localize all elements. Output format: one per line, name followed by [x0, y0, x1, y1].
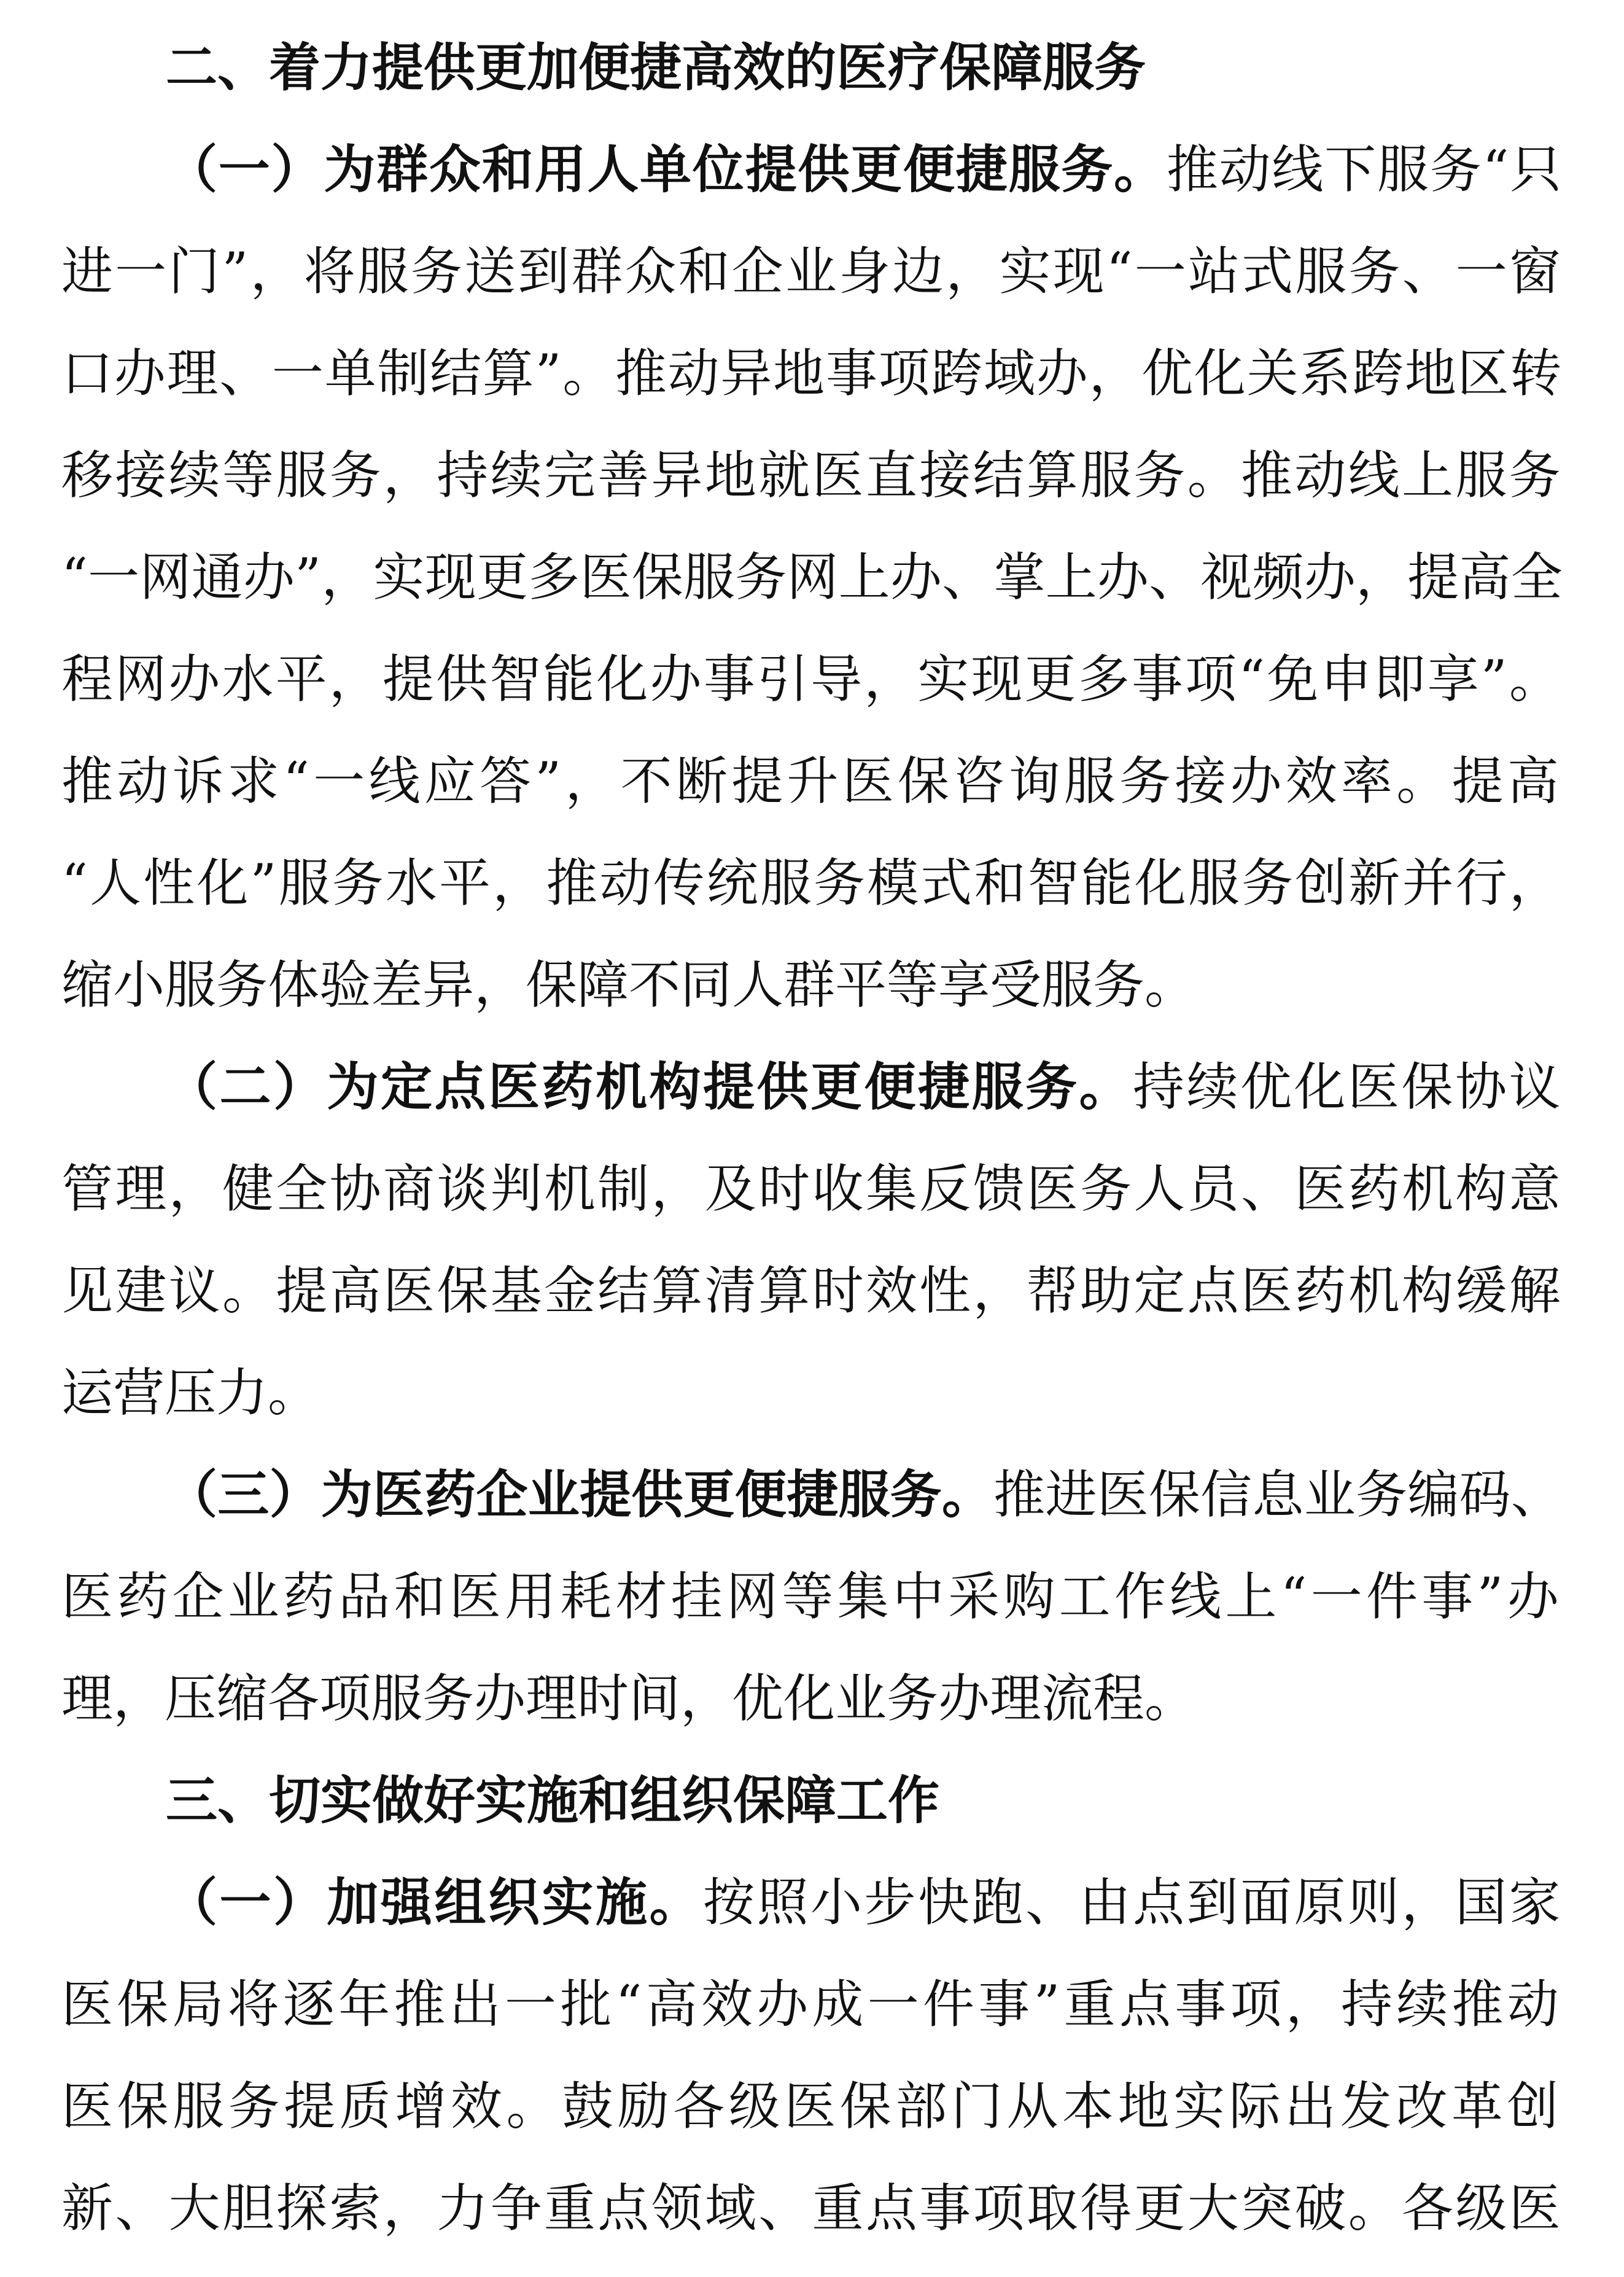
paragraph-line [0, 1853, 1624, 1952]
paragraph-line [0, 1649, 1624, 1748]
section-heading-2 [0, 18, 1624, 117]
line-1-bold: （一）为群众和用人单位提供更便捷服务。 [166, 139, 1167, 200]
line-19: 医保局将逐年推出一批“高效办成一件事”重点事项，持续推动 [61, 1974, 1563, 2034]
paragraph-line [0, 1955, 1624, 2053]
paragraph-line [0, 732, 1624, 830]
paragraph-line [0, 324, 1624, 422]
line-9: 缩小服务体验差异，保障不同人群平等享受服务。 [61, 955, 1197, 1015]
paragraph-line [0, 426, 1624, 524]
paragraph-line [0, 1446, 1624, 1544]
line-20: 医保服务提质增效。鼓励各级医保部门从本地实际出发改革创 [61, 2076, 1563, 2136]
paragraph-line [0, 2159, 1624, 2257]
line-14-text: 推进医保信息业务编码、 [993, 1465, 1563, 1525]
line-10-bold: （二）为定点医药机构提供更便捷服务。 [166, 1057, 1133, 1117]
paragraph-line [0, 1038, 1624, 1136]
paragraph-line [0, 630, 1624, 728]
line-2: 进一门”，将服务送到群众和企业身边，实现“一站式服务、一窗 [61, 241, 1563, 302]
line-6: 程网办水平，提供智能化办事引导，实现更多事项“免申即享”。 [61, 649, 1563, 709]
line-16: 理，压缩各项服务办理时间，优化业务办理流程。 [61, 1668, 1197, 1729]
line-1-text: 推动线下服务“只 [1166, 139, 1563, 200]
paragraph-line [0, 120, 1624, 219]
line-5: “一网通办”，实现更多医保服务网上办、掌上办、视频办，提高全 [61, 547, 1563, 607]
paragraph-line [0, 2057, 1624, 2155]
paragraph-line [0, 834, 1624, 932]
line-4: 移接续等服务，持续完善异地就医直接结算服务。推动线上服务 [61, 445, 1563, 505]
line-12: 见建议。提高医保基金结算清算时效性，帮助定点医药机构缓解 [61, 1261, 1563, 1321]
paragraph-line [0, 1344, 1624, 1442]
paragraph-line [0, 1547, 1624, 1646]
line-7: 推动诉求“一线应答”，不断提升医保咨询服务接办效率。提高 [61, 751, 1563, 811]
paragraph-line [0, 528, 1624, 626]
line-18-text: 按照小步快跑、由点到面原则，国家 [703, 1872, 1563, 1933]
paragraph-line [0, 936, 1624, 1034]
line-18-bold: （一）加强组织实施。 [166, 1872, 703, 1933]
line-3: 口办理、一单制结算”。推动异地事项跨域办，优化关系跨地区转 [61, 343, 1563, 403]
paragraph-line [0, 222, 1624, 321]
line-8: “人性化”服务水平，推动传统服务模式和智能化服务创新并行， [61, 853, 1563, 913]
line-17: 三、切实做好实施和组织保障工作 [166, 1770, 940, 1831]
paragraph-line [0, 1140, 1624, 1238]
line-14-bold: （三）为医药企业提供更便捷服务。 [166, 1465, 994, 1525]
line-21: 新、大胆探索，力争重点领域、重点事项取得更大突破。各级医 [61, 2178, 1563, 2238]
line-0: 二、着力提供更加便捷高效的医疗保障服务 [166, 37, 1146, 98]
paragraph-line [0, 1242, 1624, 1340]
line-13: 运营压力。 [61, 1363, 320, 1423]
line-10-text: 持续优化医保协议 [1132, 1057, 1563, 1117]
line-15: 医药企业药品和医用耗材挂网等集中采购工作线上“一件事”办 [61, 1567, 1563, 1627]
line-11: 管理，健全协商谈判机制，及时收集反馈医务人员、医药机构意 [61, 1159, 1563, 1219]
section-heading-3 [0, 1751, 1624, 1850]
